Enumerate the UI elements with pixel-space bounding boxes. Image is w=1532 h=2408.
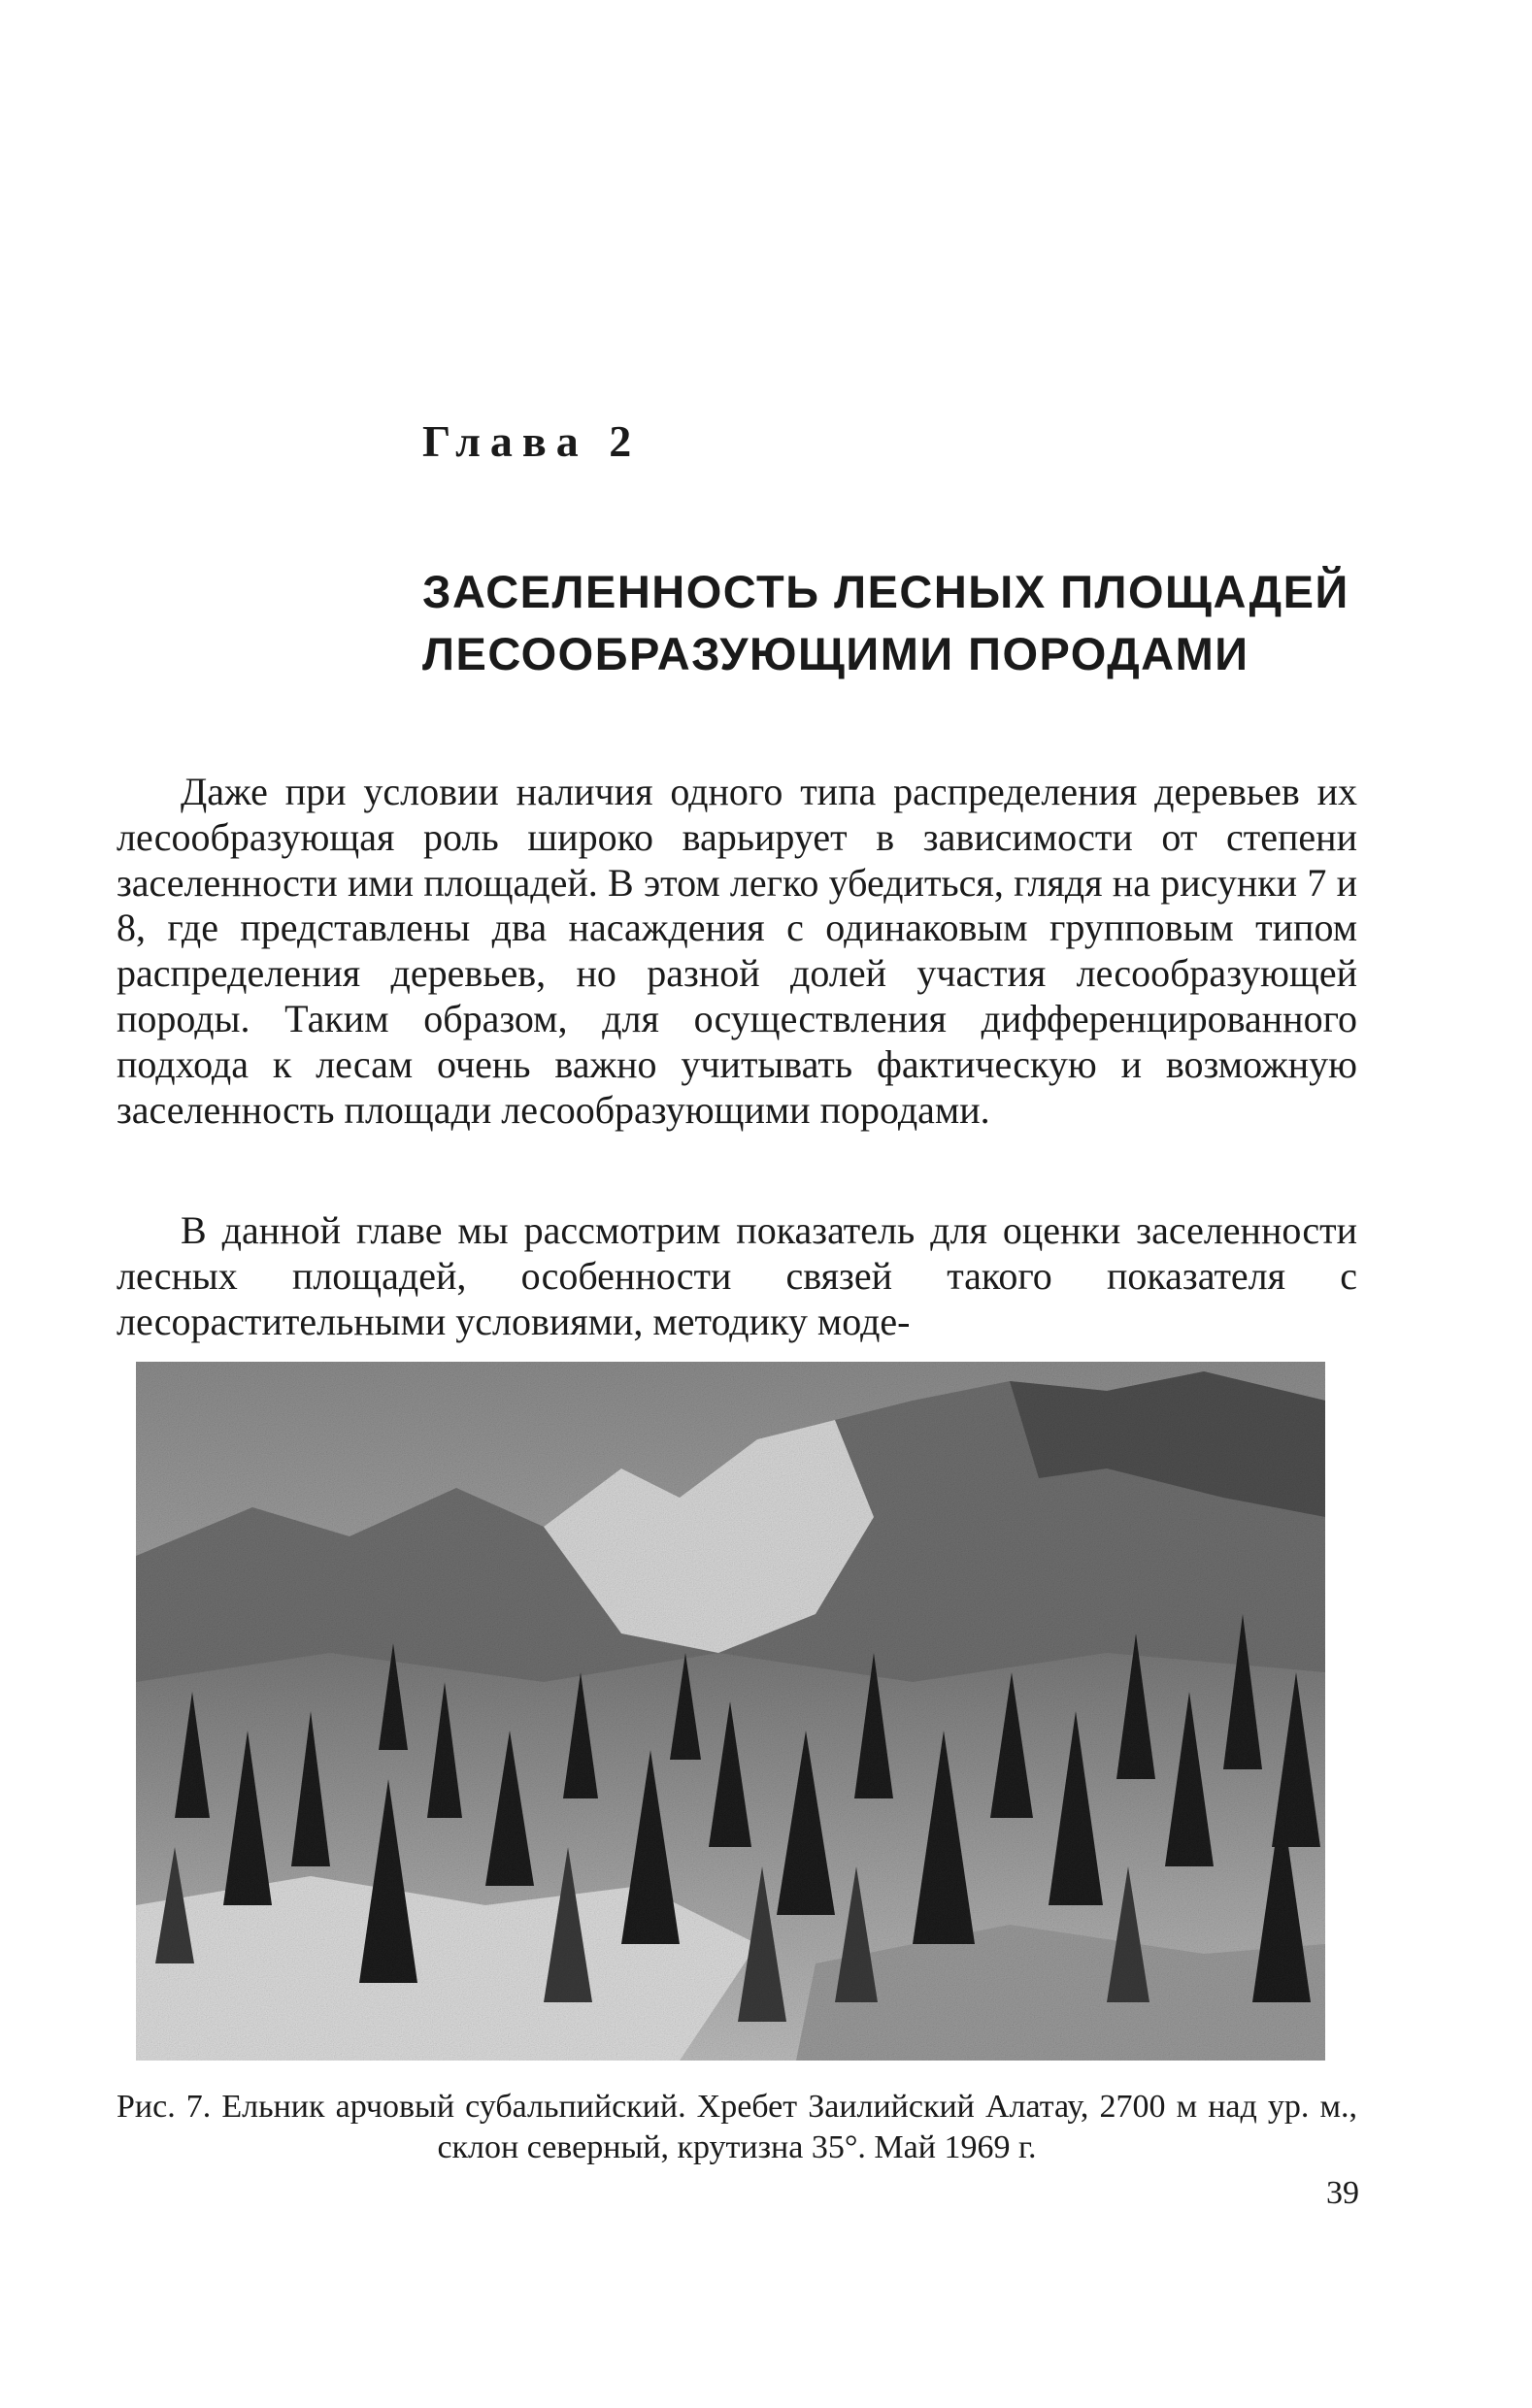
- figure-caption: Рис. 7. Ельник арчовый субальпийский. Хребет Заилийский Алатау, 2700 м над ур. м., склон северный, крутизна 35°. Май 1969 г.: [117, 2089, 1357, 2165]
- chapter-title-line-2: ЛЕСООБРАЗУЮЩИМИ ПОРОДАМИ: [422, 628, 1249, 679]
- figure-7-photo: [136, 1362, 1325, 2061]
- paragraph-2: В данной главе мы рассмотрим показатель для оценки заселенности лесных площадей, особенности связей такого показателя с лесорастительными условиями, методику моде-: [117, 1208, 1357, 1343]
- chapter-title: [422, 561, 1393, 685]
- page-number: 39: [1326, 2175, 1359, 2211]
- paragraph-1: Даже при условии наличия одного типа распределения деревьев их лесообразующая роль широко варьирует в зависимости от степени заселенности ими площадей. В этом легко убедиться, глядя на рисунки 7 и 8, где представлены два насаждения с одинаковым групповым типом распределения деревьев, но разной долей участия лесообразующей породы. Таким образом, для осуществления дифференцированного подхода к лесам очень важно учитывать фактическую и возможную заселенность площади лесообразующими породами.: [117, 770, 1357, 1132]
- chapter-label: Глава 2: [422, 416, 642, 466]
- chapter-title-line-1: ЗАСЕЛЕННОСТЬ ЛЕСНЫХ ПЛОЩАДЕЙ: [422, 566, 1349, 617]
- spruce-forest-photo: [136, 1362, 1325, 2061]
